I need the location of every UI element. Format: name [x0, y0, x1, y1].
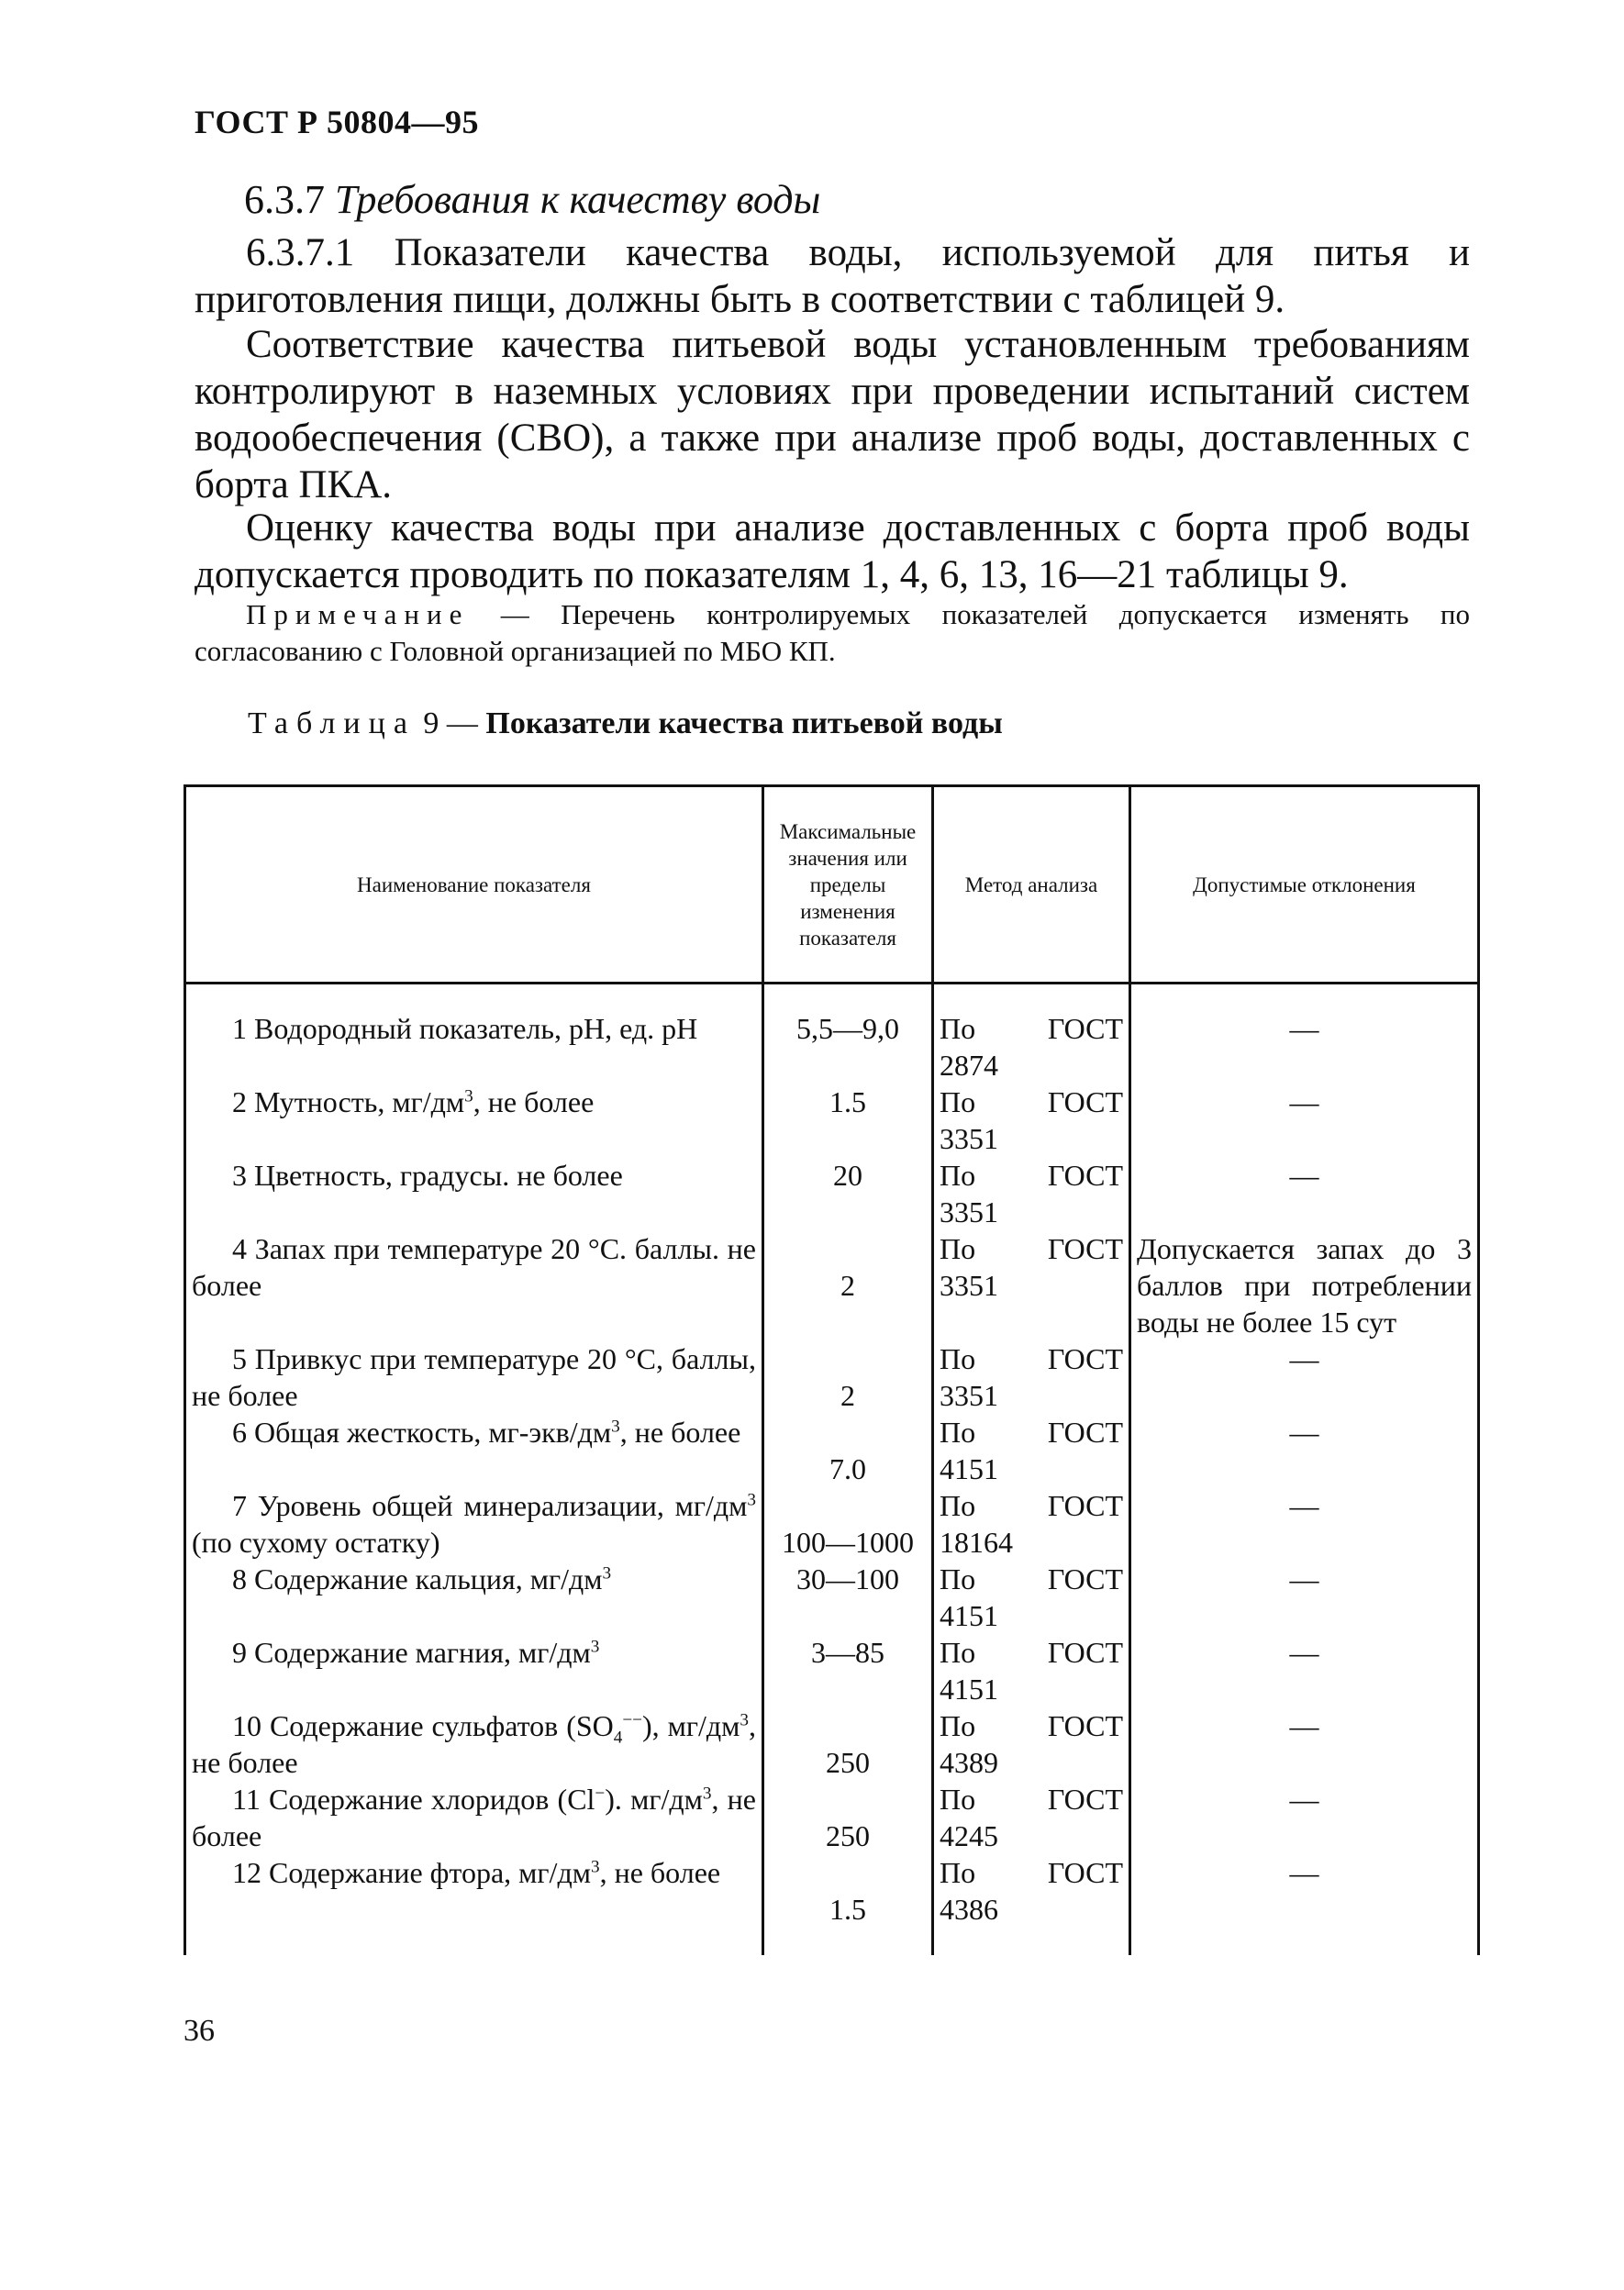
- row-method: По ГОСТ 4151: [933, 1561, 1130, 1634]
- table-row: [185, 1157, 1479, 1230]
- row-deviation: —: [1130, 1340, 1479, 1414]
- table-row: [185, 1707, 1479, 1781]
- row-method: По ГОСТ 3351: [933, 1230, 1130, 1340]
- section-title: Требования к качеству воды: [335, 177, 821, 222]
- table-row: [185, 1340, 1479, 1414]
- row-method: По ГОСТ 4151: [933, 1634, 1130, 1707]
- row-deviation: —: [1130, 1084, 1479, 1157]
- paragraph-2: Соответствие качества питьевой воды установленным требованиям контролируют в наземных условиях при проведении испытаний систем водообеспечения (СВО), а также при анализе проб воды, доставленных с борта ПКА.: [195, 323, 1470, 506]
- row-method: По ГОСТ 4151: [933, 1414, 1130, 1487]
- table-caption-title: Показатели качества питьевой воды: [485, 706, 1003, 740]
- row-name: 7 Уровень общей минерализации, $мг/дм^3$ (по сухому остатку): [185, 1487, 763, 1561]
- row-name: 12 Содержание фтора, $мг/дм^3$, не более: [185, 1854, 763, 1955]
- row-deviation: —: [1130, 1781, 1479, 1854]
- row-deviation: —: [1130, 1487, 1479, 1561]
- table-row: [185, 1084, 1479, 1157]
- table-row: [185, 1854, 1479, 1955]
- row-method: По ГОСТ 18164: [933, 1487, 1130, 1561]
- document-code-header: ГОСТ Р 50804—95: [195, 104, 479, 140]
- row-name: 9 Содержание магния, $мг/дм^3$: [185, 1634, 763, 1707]
- header-deviation: Допустимые отклонения: [1130, 786, 1479, 984]
- note: [195, 596, 1470, 670]
- row-name: 4 Запах при температуре 20 °С. баллы. не более: [185, 1230, 763, 1340]
- row-deviation: —: [1130, 1414, 1479, 1487]
- row-deviation: —: [1130, 1157, 1479, 1230]
- header-method: Метод анализа: [933, 786, 1130, 984]
- row-method: По ГОСТ 4245: [933, 1781, 1130, 1854]
- header-name: Наименование показателя: [185, 786, 763, 984]
- row-value: 20: [763, 1157, 933, 1230]
- row-value: 1.5: [763, 1854, 933, 1955]
- section-heading: [244, 176, 820, 223]
- table-caption-number: 9 —: [415, 706, 486, 740]
- row-method: По ГОСТ 2874: [933, 984, 1130, 1084]
- table-row: [185, 1634, 1479, 1707]
- row-value: 30—100: [763, 1561, 933, 1634]
- table-row: [185, 1781, 1479, 1854]
- section-number: 6.3.7: [244, 177, 325, 222]
- row-method: По ГОСТ 4386: [933, 1854, 1130, 1955]
- row-value: 3—85: [763, 1634, 933, 1707]
- row-deviation: —: [1130, 1707, 1479, 1781]
- row-method: По ГОСТ 3351: [933, 1157, 1130, 1230]
- row-method: По ГОСТ 4389: [933, 1707, 1130, 1781]
- row-name: 11 Содержание хлоридов (Cl−). $мг/дм^3$, не более: [185, 1781, 763, 1854]
- row-value: 1.5: [763, 1084, 933, 1157]
- row-deviation: —: [1130, 1561, 1479, 1634]
- row-value: 7.0: [763, 1414, 933, 1487]
- row-method: По ГОСТ 3351: [933, 1340, 1130, 1414]
- row-deviation: Допускается запах до 3 баллов при потреблении воды не более 15 сут: [1130, 1230, 1479, 1340]
- table-row: [185, 1561, 1479, 1634]
- table-row: [185, 1414, 1479, 1487]
- water-quality-table: [184, 784, 1480, 1955]
- row-name: 1 Водородный показатель, рН, ед. рН: [185, 984, 763, 1084]
- table-row: [185, 984, 1479, 1084]
- row-deviation: —: [1130, 1634, 1479, 1707]
- row-value: 250: [763, 1707, 933, 1781]
- row-value: 100—1000: [763, 1487, 933, 1561]
- row-value: 250: [763, 1781, 933, 1854]
- row-deviation: —: [1130, 984, 1479, 1084]
- table-row: [185, 1487, 1479, 1561]
- row-name: 8 Содержание кальция, $мг/дм^3$: [185, 1561, 763, 1634]
- row-value: 2: [763, 1340, 933, 1414]
- row-name: 10 Содержание сульфатов $(SO_4^{--})$, $мг/дм^3$, не более: [185, 1707, 763, 1781]
- paragraph-1: 6.3.7.1 Показатели качества воды, используемой для питья и приготовления пищи, должны быть в соответствии с таблицей 9.: [195, 231, 1470, 321]
- header-max-values: Максимальные значения или пределы изменения показателя: [763, 786, 933, 984]
- row-name: 5 Привкус при температуре 20 °С, баллы, не более: [185, 1340, 763, 1414]
- row-deviation: —: [1130, 1854, 1479, 1955]
- row-value: 5,5—9,0: [763, 984, 933, 1084]
- note-label: Примечание: [246, 598, 470, 630]
- table-header-row: [185, 786, 1479, 984]
- row-method: По ГОСТ 3351: [933, 1084, 1130, 1157]
- row-name: 2 Мутность, $мг/дм^3$, не более: [185, 1084, 763, 1157]
- row-value: 2: [763, 1230, 933, 1340]
- note-text: — Перечень контролируемых показателей допускается изменять по согласованию с Головной организацией по МБО КП.: [195, 598, 1470, 667]
- table-caption: [248, 706, 1003, 741]
- table-row: [185, 1230, 1479, 1340]
- paragraph-3: Оценку качества воды при анализе доставленных с борта проб воды допускается проводить по показателям 1, 4, 6, 13, 16—21 таблицы 9.: [195, 506, 1470, 596]
- row-name: 6 Общая жесткость, $мг-экв/дм^3$, не более: [185, 1414, 763, 1487]
- table-caption-label: Таблица: [248, 706, 416, 740]
- page-number: 36: [184, 2014, 215, 2048]
- row-name: 3 Цветность, градусы. не более: [185, 1157, 763, 1230]
